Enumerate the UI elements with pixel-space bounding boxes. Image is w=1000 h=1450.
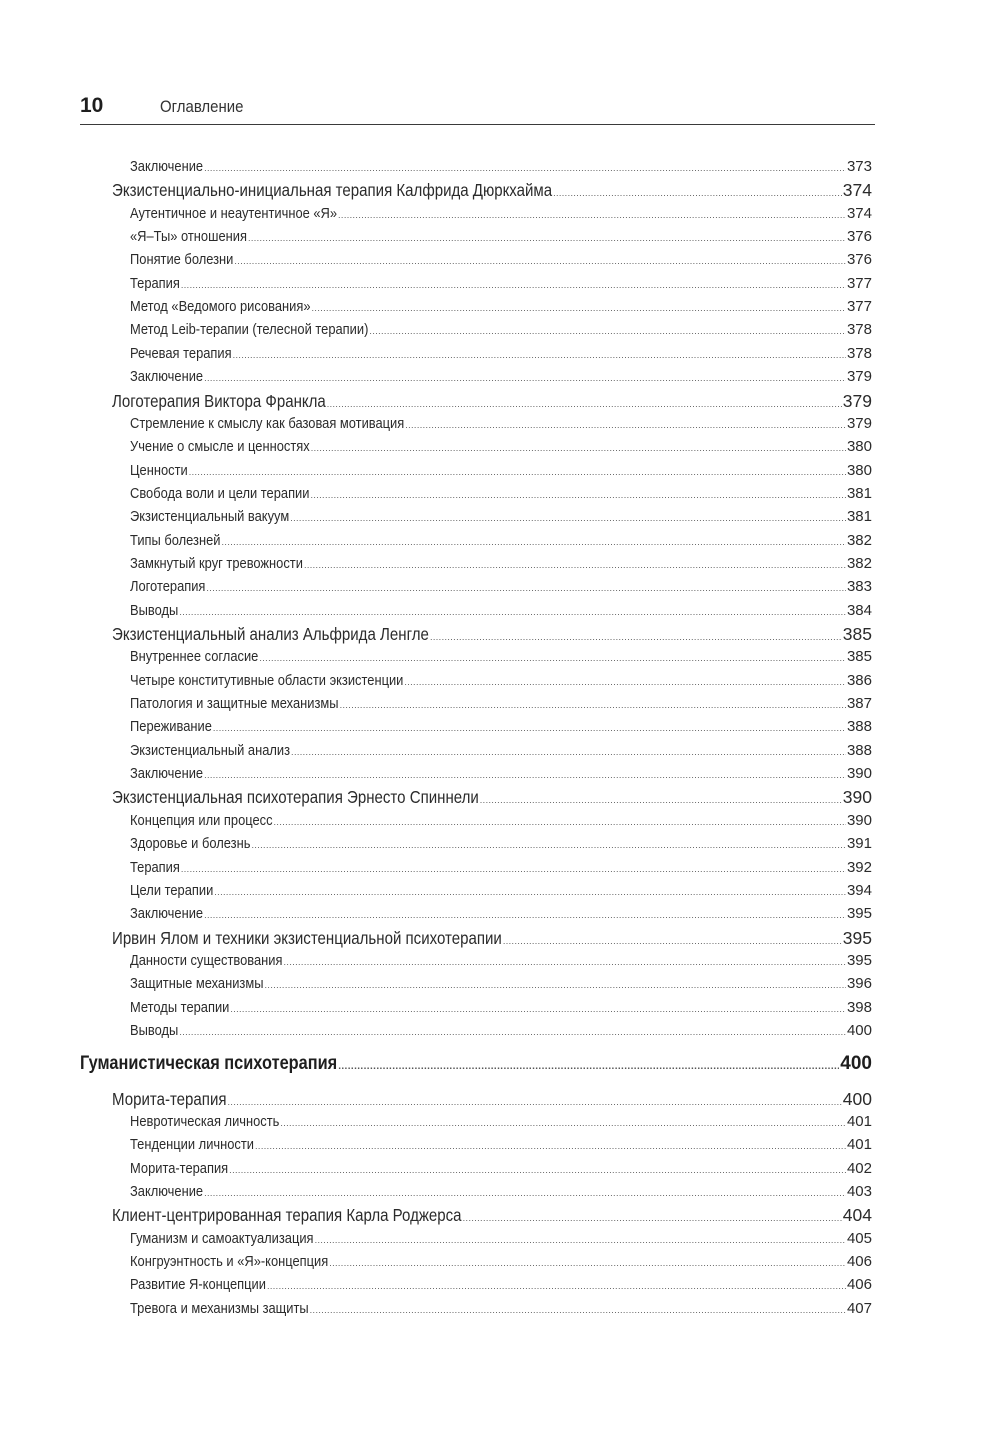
dot-leader: [280, 1118, 846, 1128]
toc-entry-title: Гуманистическая психотерапия: [80, 1053, 338, 1075]
toc-entry-page: 380: [846, 461, 872, 479]
toc-entry-title: Типы болезней: [130, 531, 221, 549]
toc-entry-page: 395: [846, 905, 872, 923]
toc-entry-page: 377: [846, 274, 872, 292]
dot-leader: [329, 1258, 846, 1268]
toc-section-entry: [130, 1253, 872, 1273]
toc-entry-title: Выводы: [130, 601, 179, 619]
toc-entry-title: Конгруэнтность и «Я»-концепция: [130, 1253, 329, 1271]
toc-section-entry: [130, 1276, 872, 1296]
toc-entry-page: 379: [846, 414, 872, 432]
toc-entry-page: 404: [842, 1205, 872, 1226]
toc-entry-page: 376: [846, 251, 872, 269]
toc-section-entry: [130, 158, 872, 178]
toc-entry-title: Терапия: [130, 858, 180, 876]
dot-leader: [214, 887, 846, 897]
toc-entry-title: Понятие болезни: [130, 251, 234, 269]
dot-leader: [248, 233, 846, 243]
toc-section-entry: [130, 1183, 872, 1203]
toc-entry-page: 392: [846, 858, 872, 876]
toc-entry-title: Цели терапии: [130, 881, 214, 899]
toc-entry-title: Метод «Ведомого рисования»: [130, 298, 311, 316]
toc-section-entry: [130, 438, 872, 458]
toc-entry-title: Экзистенциальный вакуум: [130, 508, 290, 526]
dot-leader: [222, 537, 846, 547]
toc-entry-title: Экзистенциальный анализ Альфрида Ленгле: [112, 624, 429, 644]
toc-chapter-entry: [112, 928, 872, 950]
toc-entry-page: 388: [846, 718, 872, 736]
toc-section-entry: [130, 368, 872, 388]
toc-entry-title: Заключение: [130, 368, 204, 386]
dot-leader: [503, 936, 842, 946]
toc-entry-title: Заключение: [130, 765, 204, 783]
toc-section-entry: [130, 882, 872, 902]
toc-section-entry: [130, 275, 872, 295]
dot-leader: [204, 373, 846, 383]
toc-section-entry: [130, 508, 872, 528]
toc-entry-title: Внутреннее согласие: [130, 648, 259, 666]
toc-entry-page: 381: [846, 508, 872, 526]
toc-entry-page: 374: [842, 180, 872, 201]
toc-section-entry: [130, 672, 872, 692]
toc-entry-page: 400: [846, 1021, 872, 1039]
dot-leader: [181, 864, 846, 874]
toc-section-entry: [130, 812, 872, 832]
dot-leader: [179, 1027, 846, 1037]
toc-entry-title: Выводы: [130, 1021, 179, 1039]
toc-entry-title: Переживание: [130, 718, 212, 736]
dot-leader: [310, 1305, 846, 1315]
toc-entry-title: Данности существования: [130, 951, 283, 969]
toc-entry-page: 405: [846, 1229, 872, 1247]
dot-leader: [369, 326, 846, 336]
dot-leader: [338, 1061, 839, 1072]
toc-entry-page: 401: [846, 1136, 872, 1154]
toc-section-entry: [130, 462, 872, 482]
toc-section-entry: [130, 859, 872, 879]
toc-entry-page: 398: [846, 998, 872, 1016]
toc-section-entry: [130, 695, 872, 715]
toc-section-entry: [130, 742, 872, 762]
toc-entry-title: Учение о смысле и ценностях: [130, 438, 310, 456]
toc-section-entry: [130, 999, 872, 1019]
toc-entry-title: Экзистенциальная психотерапия Эрнесто Спиннели: [112, 787, 479, 808]
toc-section-entry: [130, 905, 872, 925]
toc-entry-title: Логотерапия Виктора Франкла: [112, 390, 326, 411]
toc-entry-page: 374: [846, 204, 872, 222]
toc-entry-page: 385: [846, 648, 872, 666]
dot-leader: [312, 303, 846, 313]
toc-section-entry: [130, 1113, 872, 1133]
dot-leader: [233, 350, 846, 360]
toc-section-entry: [130, 485, 872, 505]
toc-section-entry: [130, 298, 872, 318]
dot-leader: [311, 443, 846, 453]
toc-entry-title: Клиент-центрированная терапия Карла Роджерса: [112, 1205, 462, 1226]
dot-leader: [259, 653, 846, 663]
dot-leader: [204, 910, 846, 920]
toc-entry-page: 383: [846, 578, 872, 596]
toc-entry-page: 378: [846, 321, 872, 339]
toc-section-entry: [130, 648, 872, 668]
running-header: [80, 94, 875, 125]
toc-section-entry: [130, 952, 872, 972]
toc-entry-page: 407: [846, 1299, 872, 1317]
toc-entry-title: Методы терапии: [130, 998, 230, 1016]
toc-entry-title: Ценности: [130, 461, 188, 479]
dot-leader: [213, 723, 846, 733]
toc-entry-title: Патология и защитные механизмы: [130, 695, 339, 713]
toc-chapter-entry: [112, 624, 872, 646]
toc-entry-title: Метод Leib-терапии (телесной терапии): [130, 321, 369, 339]
toc-section-entry: [130, 1300, 872, 1320]
toc-entry-page: 406: [846, 1276, 872, 1294]
toc-entry-page: 395: [846, 951, 872, 969]
dot-leader: [327, 399, 842, 409]
toc-entry-page: 401: [846, 1113, 872, 1130]
toc-entry-page: 391: [846, 835, 872, 853]
toc-entry-title: Аутентичное и неаутентичное «Я»: [130, 204, 338, 222]
dot-leader: [430, 632, 842, 642]
toc-entry-title: Тенденции личности: [130, 1136, 254, 1154]
toc-section-entry: [130, 251, 872, 271]
toc-chapter-entry: [112, 180, 872, 202]
toc-entry-page: 390: [846, 765, 872, 783]
toc-entry-page: 388: [846, 741, 872, 759]
toc-entry-title: Свобода воли и цели терапии: [130, 484, 310, 502]
toc-entry-page: 387: [846, 695, 872, 713]
toc-part-entry: [80, 1053, 872, 1079]
dot-leader: [284, 957, 846, 967]
toc-entry-title: Развитие Я-концепции: [130, 1276, 266, 1294]
toc-chapter-entry: [112, 787, 872, 809]
toc-chapter-entry: [112, 1205, 872, 1227]
toc-entry-title: Речевая терапия: [130, 344, 232, 362]
dot-leader: [204, 770, 846, 780]
toc-section-entry: [130, 228, 872, 248]
toc-entry-page: 403: [846, 1183, 872, 1201]
toc-entry-page: 379: [846, 368, 872, 386]
dot-leader: [304, 560, 846, 570]
dot-leader: [179, 607, 846, 617]
dot-leader: [553, 188, 842, 198]
toc-entry-page: 402: [846, 1159, 872, 1177]
dot-leader: [234, 256, 846, 266]
toc-entry-page: 379: [842, 390, 872, 411]
dot-leader: [463, 1213, 842, 1223]
toc-entry-title: Гуманизм и самоактуализация: [130, 1229, 314, 1247]
toc-section-entry: [130, 1230, 872, 1250]
toc-entry-title: Морита-терапия: [130, 1159, 229, 1177]
dot-leader: [267, 1281, 846, 1291]
toc-entry-page: 381: [846, 484, 872, 502]
dot-leader: [315, 1235, 846, 1245]
toc-section-entry: [130, 718, 872, 738]
toc-section-entry: [130, 1022, 872, 1042]
toc-entry-title: Замкнутый круг тревожности: [130, 554, 303, 572]
toc-section-entry: [130, 321, 872, 341]
dot-leader: [204, 163, 846, 173]
dot-leader: [405, 420, 846, 430]
toc-entry-page: 400: [842, 1088, 872, 1109]
toc-entry-title: Заключение: [130, 158, 204, 175]
toc-section-entry: [130, 555, 872, 575]
toc-section-entry: [130, 415, 872, 435]
toc-entry-page: 395: [842, 927, 872, 948]
toc-entry-page: 390: [842, 787, 872, 808]
toc-entry-title: Стремление к смыслу как базовая мотивация: [130, 414, 405, 432]
toc-entry-title: Заключение: [130, 905, 204, 923]
toc-entry-title: Заключение: [130, 1183, 204, 1201]
toc-entry-page: 378: [846, 344, 872, 362]
toc-chapter-entry: [112, 391, 872, 413]
dot-leader: [291, 747, 846, 757]
running-title: Оглавление: [160, 97, 244, 116]
dot-leader: [255, 1141, 846, 1151]
dot-leader: [274, 817, 846, 827]
dot-leader: [290, 513, 846, 523]
toc-entry-title: Защитные механизмы: [130, 975, 264, 993]
dot-leader: [206, 583, 846, 593]
toc-chapter-entry: [112, 1089, 872, 1111]
dot-leader: [340, 700, 846, 710]
toc-entry-page: 385: [842, 624, 872, 644]
toc-section-entry: [130, 532, 872, 552]
toc-entry-page: 406: [846, 1253, 872, 1271]
dot-leader: [189, 467, 846, 477]
toc-entry-page: 382: [846, 554, 872, 572]
toc-section-entry: [130, 578, 872, 598]
dot-leader: [480, 795, 842, 805]
toc-entry-title: Логотерапия: [130, 578, 206, 596]
toc-entry-title: Экзистенциально-инициальная терапия Калфрида Дюркхайма: [112, 180, 553, 201]
dot-leader: [230, 1004, 846, 1014]
page-number: 10: [80, 94, 104, 117]
toc-entry-page: 386: [846, 671, 872, 689]
toc-section-entry: [130, 1136, 872, 1156]
toc-section-entry: [130, 205, 872, 225]
toc-entry-title: «Я–Ты» отношения: [130, 228, 247, 246]
toc-entry-page: 382: [846, 531, 872, 549]
toc-entry-page: 396: [846, 975, 872, 993]
toc-entry-title: Тревога и механизмы защиты: [130, 1299, 309, 1317]
dot-leader: [251, 840, 846, 850]
toc-entry-page: 390: [846, 811, 872, 829]
toc-entry-title: Экзистенциальный анализ: [130, 741, 291, 759]
toc-section-entry: [130, 602, 872, 622]
toc-entry-title: Концепция или процесс: [130, 811, 273, 829]
toc-section-entry: [130, 835, 872, 855]
toc-section-entry: [130, 765, 872, 785]
toc-entry-page: 384: [846, 601, 872, 619]
dot-leader: [229, 1165, 846, 1175]
toc-entry-page: 377: [846, 298, 872, 316]
toc-entry-title: Здоровье и болезнь: [130, 835, 251, 853]
toc-entry-page: 373: [846, 158, 872, 175]
toc-section-entry: [130, 1160, 872, 1180]
toc-section-entry: [130, 345, 872, 365]
toc-entry-page: 380: [846, 438, 872, 456]
toc-entry-title: Ирвин Ялом и техники экзистенциальной психотерапии: [112, 927, 502, 948]
toc-entry-page: 394: [846, 881, 872, 899]
dot-leader: [181, 280, 846, 290]
dot-leader: [310, 490, 846, 500]
dot-leader: [404, 677, 846, 687]
toc-entry-page: 400: [840, 1053, 872, 1075]
toc-entry-title: Терапия: [130, 274, 180, 292]
toc-entry-page: 376: [846, 228, 872, 246]
dot-leader: [338, 210, 846, 220]
dot-leader: [204, 1188, 846, 1198]
toc-entry-title: Морита-терапия: [112, 1088, 227, 1109]
toc-entry-title: Четыре конститутивные области экзистенции: [130, 671, 404, 689]
toc-entry-title: Невротическая личность: [130, 1113, 280, 1130]
toc-section-entry: [130, 975, 872, 995]
dot-leader: [228, 1097, 842, 1107]
dot-leader: [265, 980, 846, 990]
